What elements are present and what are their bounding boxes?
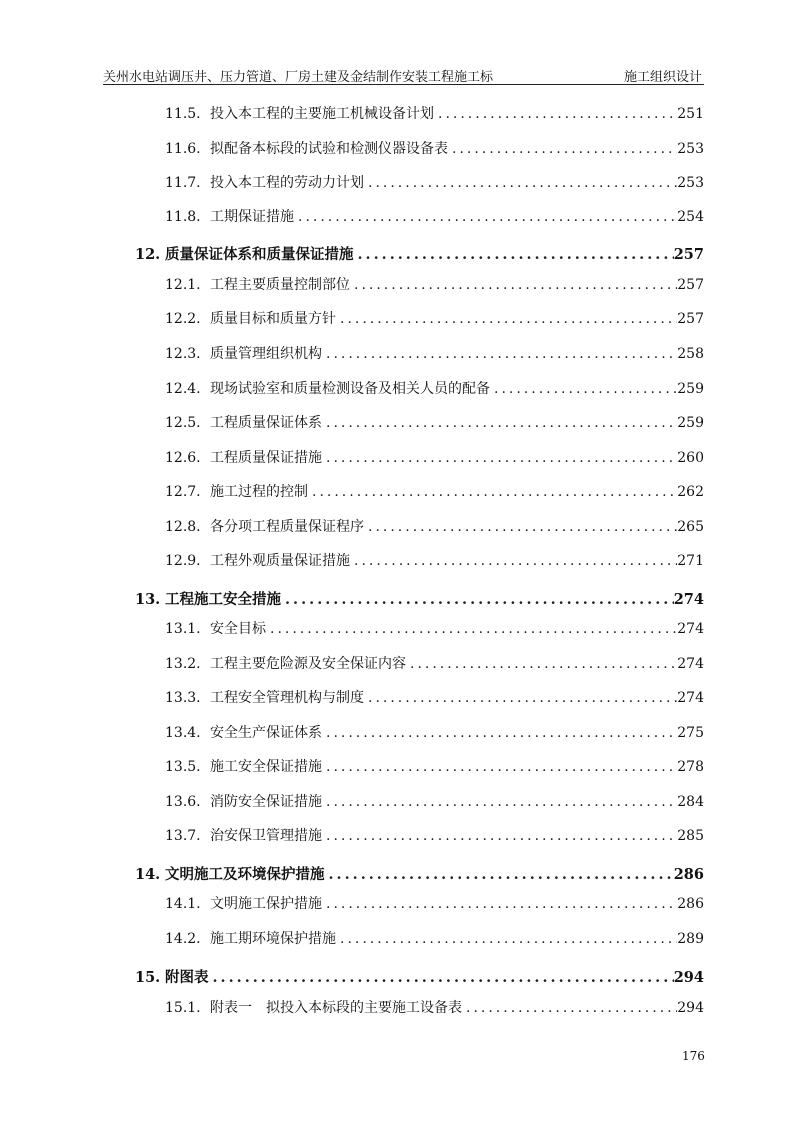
toc-leader-dots bbox=[322, 450, 677, 466]
toc-entry-page: 253 bbox=[677, 141, 704, 157]
toc-chapter[interactable] bbox=[135, 588, 704, 609]
toc-entry-title: 工程主要质量控制部位 bbox=[210, 277, 350, 293]
toc-entry-page: 274 bbox=[677, 690, 704, 706]
toc-entry[interactable] bbox=[165, 172, 704, 192]
toc-chapter-page: 286 bbox=[673, 866, 704, 883]
toc-entry-page: 253 bbox=[677, 175, 704, 191]
toc-entry-number: 11.6. bbox=[165, 141, 201, 157]
toc-chapter[interactable] bbox=[135, 966, 704, 987]
toc-leader-dots bbox=[294, 209, 677, 225]
toc-entry-number: 11.5. bbox=[165, 106, 201, 122]
toc-entry-number: 12.2. bbox=[165, 311, 201, 327]
toc-entry-number: 12.6. bbox=[165, 450, 201, 466]
toc-entry-number: 12.3. bbox=[165, 346, 201, 362]
toc-entry-number: 12.5. bbox=[165, 415, 201, 431]
toc-leader-dots bbox=[209, 969, 674, 986]
toc-entry-title: 现场试验室和质量检测设备及相关人员的配备 bbox=[210, 381, 490, 397]
toc-entry-title: 附表一 拟投入本标段的主要施工设备表 bbox=[210, 1000, 462, 1016]
toc-leader-dots bbox=[462, 1000, 677, 1016]
toc-entry-page: 254 bbox=[677, 209, 704, 225]
toc-entry[interactable] bbox=[165, 825, 704, 845]
toc-chapter[interactable] bbox=[135, 863, 704, 884]
toc-leader-dots bbox=[322, 759, 677, 775]
toc-leader-dots bbox=[354, 246, 674, 263]
toc-chapter-title: 质量保证体系和质量保证措施 bbox=[165, 246, 354, 263]
toc-entry[interactable] bbox=[165, 343, 704, 363]
toc-chapter-number: 15. bbox=[135, 969, 161, 986]
header-section-title: 施工组织设计 bbox=[623, 70, 702, 85]
toc-entry-page: 286 bbox=[677, 896, 704, 912]
toc-entry-page: 262 bbox=[677, 484, 704, 500]
toc-entry-title: 工程质量保证体系 bbox=[210, 415, 322, 431]
toc-entry-title: 文明施工保护措施 bbox=[210, 896, 322, 912]
toc-leader-dots bbox=[308, 484, 677, 500]
toc-entry[interactable] bbox=[165, 687, 704, 707]
toc-leader-dots bbox=[322, 725, 677, 741]
toc-entry-number: 12.7. bbox=[165, 484, 201, 500]
toc-entry-title: 工期保证措施 bbox=[210, 209, 294, 225]
toc-entry-title: 投入本工程的劳动力计划 bbox=[210, 175, 364, 191]
toc-entry-title: 拟配备本标段的试验和检测仪器设备表 bbox=[210, 141, 448, 157]
toc-leader-dots bbox=[406, 656, 677, 672]
toc-entry-title: 治安保卫管理措施 bbox=[210, 828, 322, 844]
toc-entry-title: 工程外观质量保证措施 bbox=[210, 553, 350, 569]
toc-entry-title: 工程安全管理机构与制度 bbox=[210, 690, 364, 706]
toc-entry[interactable] bbox=[165, 928, 704, 948]
toc-entry-page: 258 bbox=[677, 346, 704, 362]
toc-entry[interactable] bbox=[165, 997, 704, 1017]
toc-leader-dots bbox=[325, 866, 674, 883]
toc-entry[interactable] bbox=[165, 206, 704, 226]
toc-leader-dots bbox=[281, 591, 674, 608]
toc-entry-page: 274 bbox=[677, 656, 704, 672]
toc-entry-number: 13.7. bbox=[165, 828, 201, 844]
toc-chapter-number: 13. bbox=[135, 591, 161, 608]
toc-entry-page: 251 bbox=[677, 106, 704, 122]
toc-entry-title: 施工期环境保护措施 bbox=[210, 931, 336, 947]
toc-entry[interactable] bbox=[165, 893, 704, 913]
toc-entry-title: 质量管理组织机构 bbox=[210, 346, 322, 362]
toc-entry[interactable] bbox=[165, 618, 704, 638]
toc-entry-number: 12.1. bbox=[165, 277, 201, 293]
toc-entry-number: 13.2. bbox=[165, 656, 201, 672]
toc-entry-page: 265 bbox=[677, 519, 704, 535]
toc-leader-dots bbox=[322, 346, 677, 362]
toc-entry-page: 278 bbox=[677, 759, 704, 775]
toc-chapter[interactable] bbox=[135, 243, 704, 264]
toc-entry-title: 质量目标和质量方针 bbox=[210, 311, 336, 327]
toc-chapter-number: 14. bbox=[135, 866, 161, 883]
toc-chapter-title: 文明施工及环境保护措施 bbox=[165, 866, 325, 883]
toc-chapter-page: 294 bbox=[673, 969, 704, 986]
toc-entry-title: 施工过程的控制 bbox=[210, 484, 308, 500]
toc-entry-page: 259 bbox=[677, 415, 704, 431]
toc-entry[interactable] bbox=[165, 791, 704, 811]
toc-entry-title: 施工安全保证措施 bbox=[210, 759, 322, 775]
toc-chapter-title: 工程施工安全措施 bbox=[165, 591, 281, 608]
toc-leader-dots bbox=[266, 621, 677, 637]
toc-leader-dots bbox=[490, 381, 677, 397]
toc-leader-dots bbox=[364, 519, 677, 535]
toc-entry-title: 安全目标 bbox=[210, 621, 266, 637]
toc-entry-number: 11.8. bbox=[165, 209, 201, 225]
toc-entry[interactable] bbox=[165, 274, 704, 294]
toc-entry-page: 289 bbox=[677, 931, 704, 947]
toc-leader-dots bbox=[322, 828, 677, 844]
toc-entry-page: 285 bbox=[677, 828, 704, 844]
toc-chapter-page: 257 bbox=[673, 246, 704, 263]
toc-entry[interactable] bbox=[165, 481, 704, 501]
toc-entry-number: 11.7. bbox=[165, 175, 201, 191]
toc-chapter-title: 附图表 bbox=[165, 969, 209, 986]
toc-entry[interactable] bbox=[165, 412, 704, 432]
toc-entry-title: 工程主要危险源及安全保证内容 bbox=[210, 656, 406, 672]
toc-entry-number: 14.2. bbox=[165, 931, 201, 947]
toc-entry[interactable] bbox=[165, 516, 704, 536]
page-header bbox=[103, 64, 704, 85]
toc-entry-number: 13.5. bbox=[165, 759, 201, 775]
toc-entry-page: 259 bbox=[677, 381, 704, 397]
toc-entry-number: 14.1. bbox=[165, 896, 201, 912]
toc-leader-dots bbox=[322, 415, 677, 431]
toc-entry-number: 13.3. bbox=[165, 690, 201, 706]
toc-leader-dots bbox=[322, 896, 677, 912]
toc-entry-number: 13.6. bbox=[165, 794, 201, 810]
toc-entry-number: 12.4. bbox=[165, 381, 201, 397]
toc-entry-page: 271 bbox=[677, 553, 704, 569]
toc-leader-dots bbox=[364, 690, 677, 706]
toc-chapter-page: 274 bbox=[673, 591, 704, 608]
toc-leader-dots bbox=[322, 794, 677, 810]
toc-entry[interactable] bbox=[165, 308, 704, 328]
toc-entry-title: 投入本工程的主要施工机械设备计划 bbox=[210, 106, 434, 122]
toc-leader-dots bbox=[448, 141, 677, 157]
toc-leader-dots bbox=[364, 175, 677, 191]
toc-entry-number: 15.1. bbox=[165, 1000, 201, 1016]
toc-leader-dots bbox=[350, 553, 677, 569]
toc-leader-dots bbox=[350, 277, 677, 293]
toc-entry-page: 275 bbox=[677, 725, 704, 741]
toc-entry-page: 274 bbox=[677, 621, 704, 637]
toc-entry-title: 工程质量保证措施 bbox=[210, 450, 322, 466]
toc-leader-dots bbox=[336, 931, 677, 947]
toc-entry-title: 各分项工程质量保证程序 bbox=[210, 519, 364, 535]
toc-entry-page: 294 bbox=[677, 1000, 704, 1016]
toc-entry[interactable] bbox=[165, 550, 704, 570]
toc-entry[interactable] bbox=[165, 756, 704, 776]
toc-entry-page: 284 bbox=[677, 794, 704, 810]
toc-entry-number: 12.9. bbox=[165, 553, 201, 569]
toc-entry-number: 12.8. bbox=[165, 519, 201, 535]
toc-entry[interactable] bbox=[165, 447, 704, 467]
header-document-title: 关州水电站调压井、压力管道、厂房土建及金结制作安装工程施工标 bbox=[103, 70, 494, 85]
toc-leader-dots bbox=[336, 311, 677, 327]
toc-entry[interactable] bbox=[165, 378, 704, 398]
page-number: 176 bbox=[682, 1049, 705, 1063]
toc-leader-dots bbox=[434, 106, 677, 122]
toc-entry-page: 260 bbox=[677, 450, 704, 466]
toc-entry[interactable] bbox=[165, 103, 704, 123]
toc-chapter-number: 12. bbox=[135, 246, 161, 263]
toc-entry[interactable] bbox=[165, 653, 704, 673]
toc-entry-title: 安全生产保证体系 bbox=[210, 725, 322, 741]
toc-entry-number: 13.1. bbox=[165, 621, 201, 637]
toc-entry-number: 13.4. bbox=[165, 725, 201, 741]
toc-entry-title: 消防安全保证措施 bbox=[210, 794, 322, 810]
toc-entry[interactable] bbox=[165, 138, 704, 158]
toc-entry-page: 257 bbox=[677, 311, 704, 327]
toc-entry[interactable] bbox=[165, 722, 704, 742]
toc-entry-page: 257 bbox=[677, 277, 704, 293]
